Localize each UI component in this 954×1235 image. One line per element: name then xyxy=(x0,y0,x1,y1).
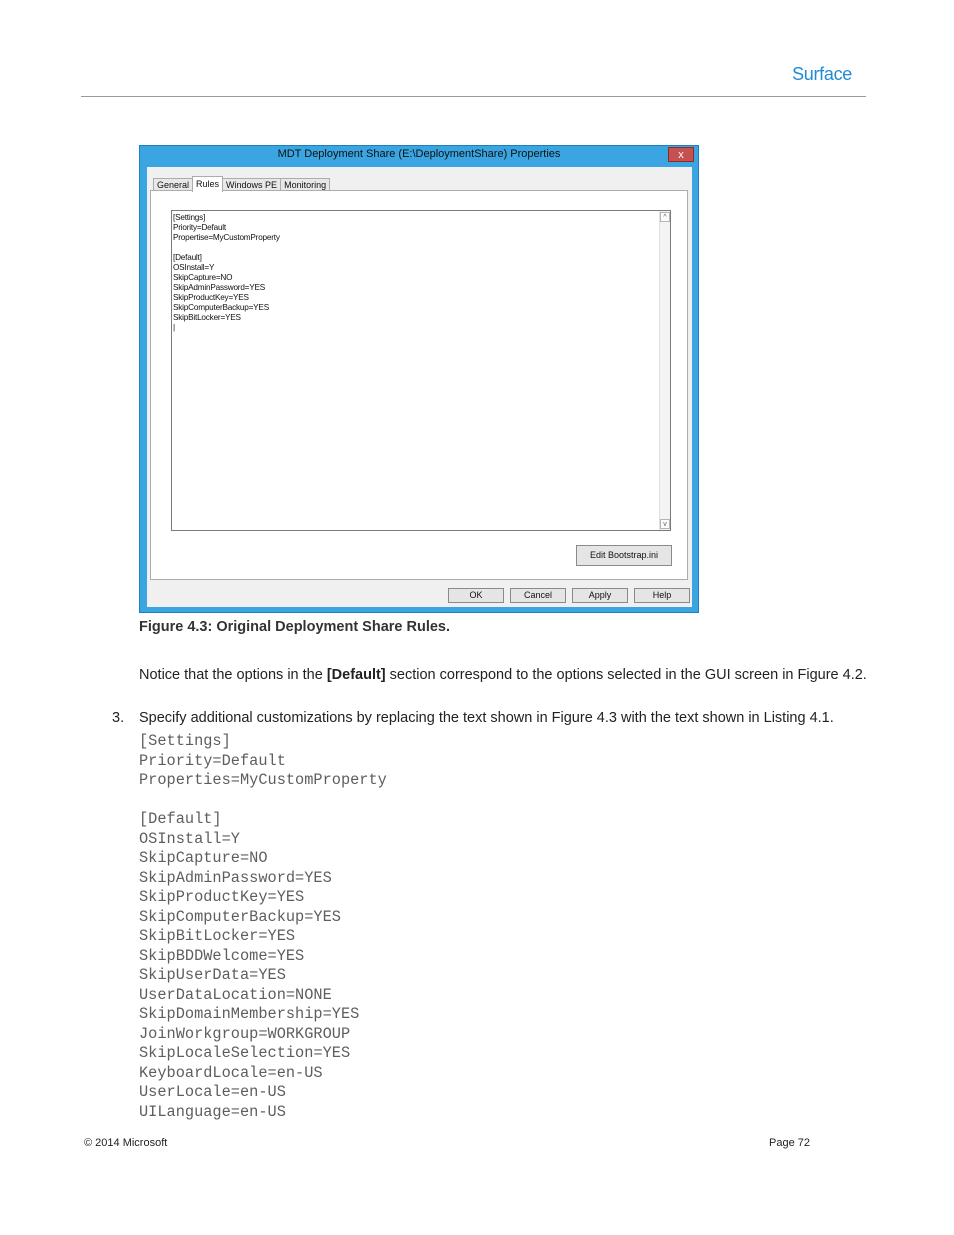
list-item-number: 3. xyxy=(112,710,125,726)
footer-copyright: © 2014 Microsoft xyxy=(84,1137,168,1149)
rules-scrollbar[interactable] xyxy=(659,211,670,530)
ok-button[interactable]: OK xyxy=(448,588,504,603)
tab-windows-pe[interactable]: Windows PE xyxy=(222,178,281,192)
surface-logo: Surface xyxy=(792,64,852,84)
dialog-title: MDT Deployment Share (E:\DeploymentShare) Properties xyxy=(277,148,561,160)
paragraph-bold-default: [Default] xyxy=(326,667,386,683)
apply-button[interactable]: Apply xyxy=(572,588,628,603)
rules-tab-panel xyxy=(150,190,688,580)
header-divider xyxy=(81,96,866,97)
tab-strip xyxy=(153,176,329,190)
scroll-down-icon[interactable]: v xyxy=(660,519,670,529)
cancel-button[interactable]: Cancel xyxy=(510,588,566,603)
help-button[interactable]: Help xyxy=(634,588,690,603)
code-listing: [Settings] Priority=Default Properties=MyCustomProperty [Default] OSInstall=Y SkipCapture=NO SkipAdminPassword=YES SkipProductKey=YES SkipComputerBackup=YES SkipBitLocker=YES SkipBDDWelcome=YES SkipUserData=YES UserDataLocation=NONE SkipDomainMembership=YES JoinWorkgroup=WORKGROUP SkipLocaleSelection=YES KeyboardLocale=en-US UserLocale=en-US UILanguage=en-US xyxy=(139,732,387,1121)
rules-text-content: [Settings] Priority=Default Propertise=MyCustomProperty [Default] OSInstall=Y SkipCapture=NO SkipAdminPassword=YES SkipProductKey=YES SkipComputerBackup=YES SkipBitLocker=YES | xyxy=(173,213,280,332)
paragraph-text-before: Notice that the options in the xyxy=(139,667,327,683)
rules-textarea[interactable] xyxy=(171,210,671,531)
properties-dialog xyxy=(139,145,699,613)
tab-monitoring[interactable]: Monitoring xyxy=(280,178,330,192)
edit-bootstrap-button[interactable]: Edit Bootstrap.ini xyxy=(576,545,672,566)
paragraph-text-after: section correspond to the options selected in the GUI screen in Figure 4.2. xyxy=(385,667,867,683)
close-button[interactable]: x xyxy=(668,147,694,162)
footer-page-number: Page 72 xyxy=(769,1137,810,1149)
tab-rules[interactable]: Rules xyxy=(192,176,223,192)
figure-caption: Figure 4.3: Original Deployment Share Rules. xyxy=(139,619,451,635)
body-paragraph xyxy=(139,664,907,687)
tab-general[interactable]: General xyxy=(153,178,193,192)
list-item-text: Specify additional customizations by replacing the text shown in Figure 4.3 with the text shown in Listing 4.1. xyxy=(139,710,834,726)
scroll-up-icon[interactable]: ^ xyxy=(660,212,670,222)
dialog-client-area xyxy=(147,167,692,607)
